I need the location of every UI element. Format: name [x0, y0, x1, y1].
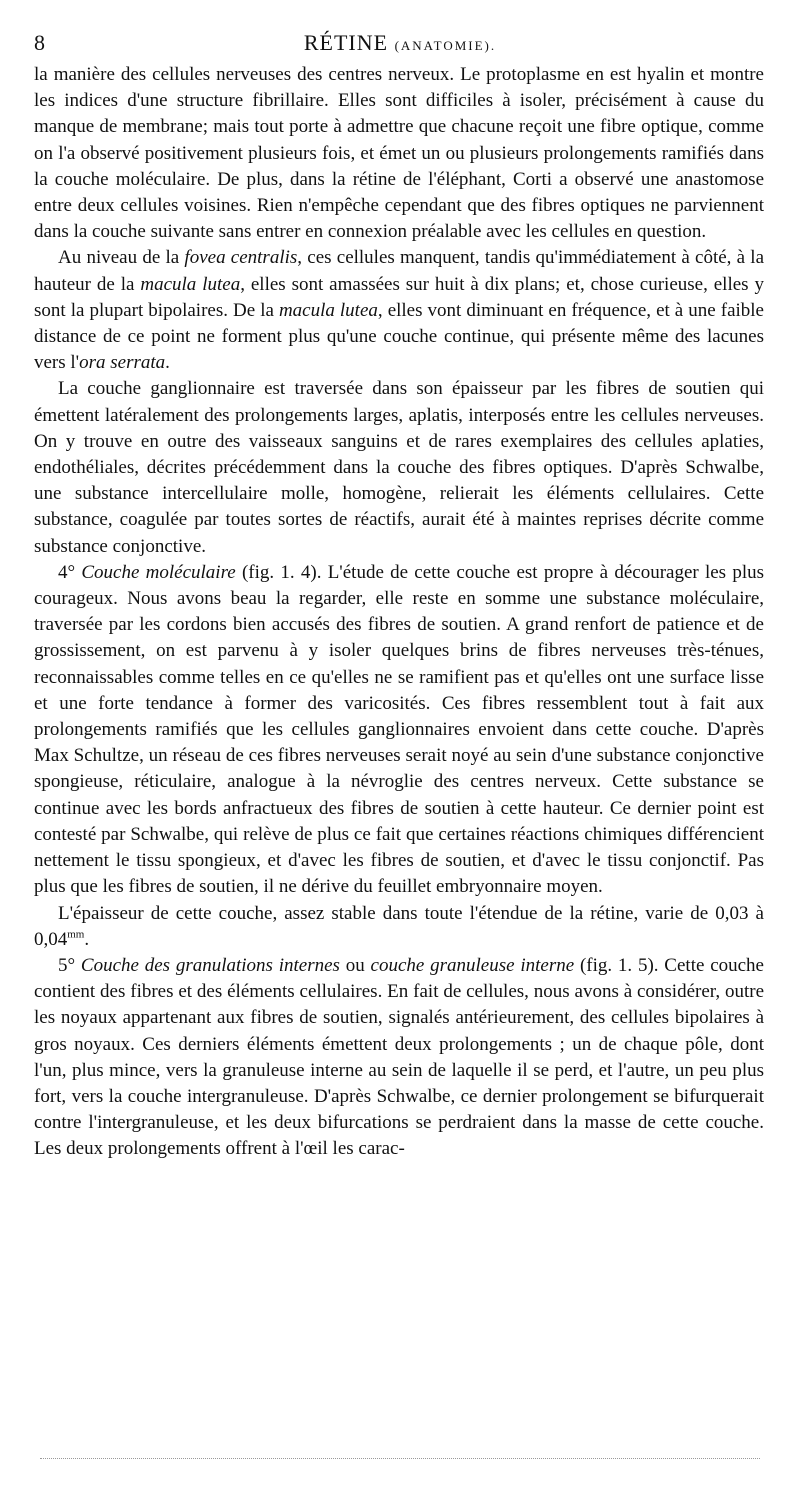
paragraph-5-text: L'épaisseur de cette couche, assez stable dans toute l'étendue de la rétine, varie de 0,03 à 0,04 — [34, 902, 764, 950]
section-number-5: 5° — [58, 954, 81, 976]
paragraph-6-text: (fig. 1. 5). Cette couche contient des fibres et des éléments cellulaires. En fait de cellules, nous avons à considérer, outre les noyaux appartenant aux fibres de soutien, signalés antérieurement, des cellules bipolaires à gros noyaux. Ces derniers éléments émettent deux prolongements ; un de chaque pôle, dont l'un, plus mince, vers la granuleuse interne au sein de laquelle il se perd, et l'autre, un peu plus fort, vers la couche intergranuleuse. D'après Schwalbe, ce dernier prolongement se bifurquerait contre l'intergranuleuse, et les deux bifurcations se perdraient dans la masse de cette couche. Les deux prolongements offrent à l'œil les carac- — [34, 954, 764, 1160]
running-title-main: RÉTINE — [303, 30, 389, 55]
paragraph-2-text-a: Au niveau de la — [58, 247, 185, 269]
running-title — [34, 28, 766, 61]
section-number-4: 4° — [58, 561, 82, 583]
paragraph-6-ou: ou — [339, 954, 371, 976]
paragraph-2-text-e: , elles sont amassées sur huit à dix plans; et, chose curieuse, elles y sont la plupart bipolaires. De la — [34, 273, 764, 321]
running-title-subtitle: (ANATOMIE). — [394, 38, 497, 53]
paragraph-3: La couche ganglionnaire est traversée dans son épaisseur par les fibres de soutien qui émettent latéralement des prolongements larges, aplatis, interposés entre les cellules nerveuses. On y trouve en outre des vaisseaux sanguins et de rares exemplaires des cellules aplaties, endothéliales, décrites précédemment dans la couche des fibres optiques. D'après Schwalbe, une substance intercellulaire molle, homogène, relierait les éléments cellulaires. Cette substance, coagulée par toutes sortes de réactifs, aurait été à maintes reprises décrite comme substance conjonctive. — [34, 378, 764, 557]
section-title-couche-moleculaire: Couche moléculaire — [81, 561, 236, 583]
paragraph-6 — [34, 953, 764, 1163]
section-title-granuleuse-interne: couche granuleuse interne — [370, 954, 575, 976]
paragraph-2 — [34, 245, 764, 376]
unit-mm: mm — [67, 928, 85, 941]
paragraph-1: la manière des cellules nerveuses des centres nerveux. Le protoplasme en est hyalin et montre les indices d'une structure fibrillaire. Elles sont difficiles à isoler, précisément à cause du manque de membrane; mais tout porte à admettre que chacune reçoit une fibre optique, comme on l'a observé positivement plusieurs fois, et émet un ou plusieurs prolongements ramifiés dans la couche moléculaire. De plus, dans la rétine de l'éléphant, Corti a observé une anastomose entre deux cellules voisines. Rien n'empêche cependant que des fibres optiques ne parviennent dans la couche suivante sans entrer en connexion préalable avec les cellules en question. — [34, 64, 764, 243]
paragraph-2-text-i: . — [165, 352, 170, 374]
paragraph-4-text: (fig. 1. 4). L'étude de cette couche est propre à décourager les plus courageux. Nous avons beau la regarder, elle reste en somme une substance moléculaire, traversée par les cordons bien accusés des fibres de soutien. A grand renfort de patience et de grossissement, on est parvenu à y isoler quelques brins de fibres nerveuses très-ténues, reconnaissables comme telles en ce qu'elles ne se ramifient pas et qu'elles ont une surface lisse et une forte tendance à former des varicosités. Ces fibres ressemblent tout à fait aux prolongements ramifiés que les cellules ganglionnaires envoient dans cette couche. D'après Max Schultze, un réseau de ces fibres nerveuses serait noyé au sein d'une substance conjonctive spongieuse, réticulaire, analogue à la névroglie des centres nerveux. Cette substance se continue avec les bords anfractueux des fibres de soutien à cette hauteur. Ce dernier point est contesté par Schwalbe, qui relève de plus ce fait que certaines réactions chimiques différencient nettement le tissu spongieux, et d'avec les fibres de soutien, et d'avec le tissu conjonctif. Pas plus que les fibres de soutien, il ne dérive du feuillet embryonnaire moyen. — [34, 561, 764, 898]
term-macula-lutea-2: macula lutea — [278, 299, 378, 321]
page-header — [34, 28, 766, 58]
body-text — [34, 62, 764, 1163]
footer-rule — [40, 1458, 760, 1459]
section-title-granulations-internes: Couche des granulations internes — [80, 954, 340, 976]
paragraph-2-text-c: , ces cellules manquent, tandis qu'immédiatement à côté, à la hauteur de la — [34, 247, 765, 295]
term-fovea-centralis: fovea centralis — [184, 247, 298, 269]
paragraph-5-end: . — [84, 928, 90, 950]
paragraph-4 — [34, 560, 764, 901]
term-ora-serrata: ora serrata — [79, 352, 166, 374]
paragraph-5 — [34, 901, 764, 953]
paragraph-2-text-g: , elles vont diminuant en fréquence, et à une faible distance de ce point ne forment plus qu'une couche continue, qui présente même des lacunes vers l' — [34, 299, 764, 374]
term-macula-lutea: macula lutea — [140, 273, 241, 295]
page-number: 8 — [34, 30, 45, 55]
